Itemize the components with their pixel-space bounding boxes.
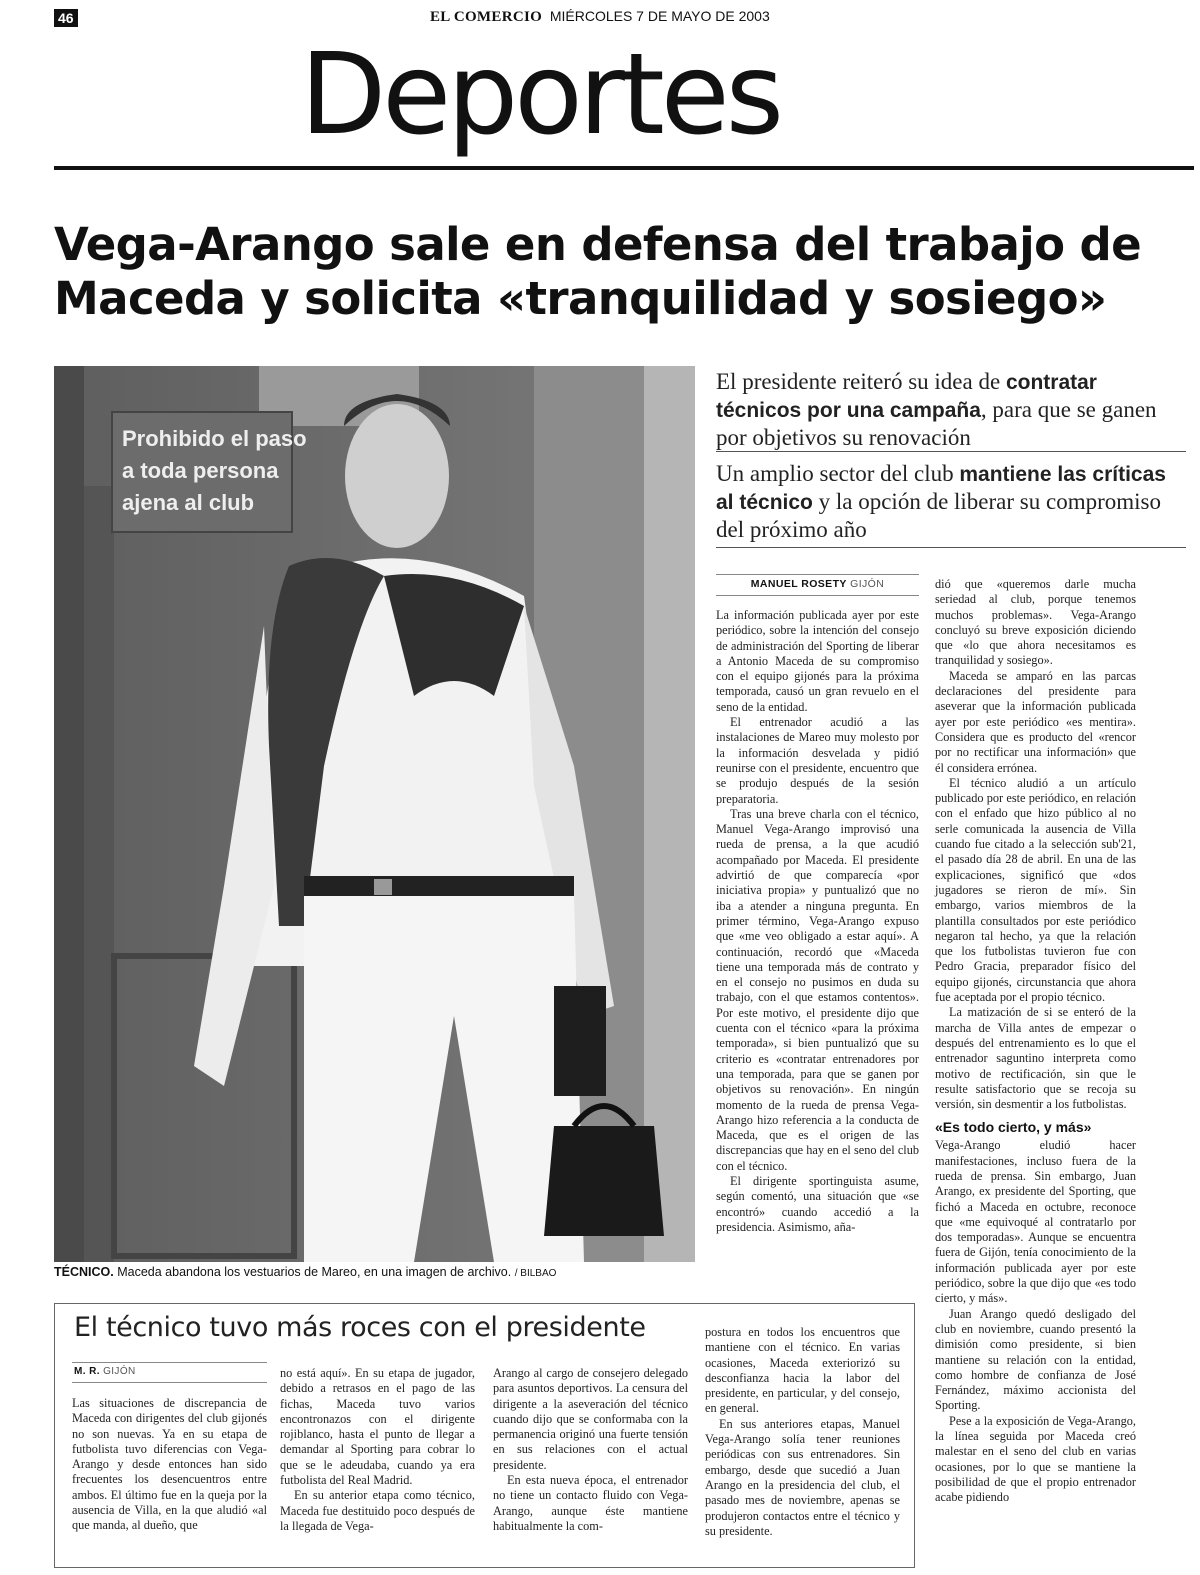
sign-text-line1: Prohibido el paso [122,426,307,451]
byline-rule-top [716,574,919,575]
sidebar-paragraph: postura en todos los encuentros que mantiene con el técnico. En varias ocasiones, Maceda exteriorizó su desconfianza hacia la labor del presidente, en particular, y del consejo, en general. [705,1325,900,1416]
article-paragraph: dió que «queremos darle mucha seriedad al club, porque tenemos muchos problemas». Vega-Arango concluyó su breve exposición diciendo que «lo que ahora necesitamos es tranquilidad y sosiego». [935,577,1136,668]
subheadline-1 [716,368,1186,451]
sidebar-byline-author: M. R. [74,1366,100,1377]
deck2-text-c: y la opción de liberar su compromiso del próximo año [716,489,1161,542]
newspaper-name: EL COMERCIO [430,9,543,25]
article-paragraph: Maceda se amparó en las parcas declaraciones del presidente para aseverar que la información publicada ayer por este periódico «es mentira». Considera que es producto del «rencor por no rectificar una información» que él considera errónea. [935,668,1136,775]
deck1-text-a: El presidente reiteró su idea de [716,369,1006,394]
article-paragraph: Vega-Arango eludió hacer manifestaciones, incluso fuera de la rueda de prensa. Sin embargo, Juan Arango, ex presidente del Sporting, que fichó a Maceda en octubre, reconoce que «me equivoqué al contratarlo por dos temporadas». Aunque se encuentra fuera de Gijón, tenía conocimiento de la información publicada ayer por este periódico, sobre la que dijo que «es todo cierto, y más». [935,1138,1136,1306]
deck1-text-c: , para que se ganen por objetivos su renovación [716,397,1157,450]
caption-label: TÉCNICO. [54,1265,114,1279]
sidebar-paragraph: En su anterior etapa como técnico, Maceda fue destituido poco después de la llegada de Vega- [280,1488,475,1533]
subheadline-2 [716,460,1186,543]
article-paragraph: Tras una breve charla con el técnico, Manuel Vega-Arango improvisó una rueda de prensa, a la que acudió acompañado por Maceda. El presidente advirtió de que comparecía «por iniciativa propia» y puntualizó que no iba a atender a ninguna pregunta. En primer término, Vega-Arango expuso que «me veo obligado a estar aquí». A continuación, recordó que «Maceda tiene una temporada más de contrato y en el consejo no pusimos en duda su trabajo, con el que estamos contentos». Por este motivo, el presidente dijo que cuenta con el técnico «para la próxima temporada», si bien puntualizó que su criterio es «contratar entrenadores por una temporada, para que se ganen por objetivos su renovación». En ningún momento de la rueda de prensa Vega-Arango hizo referencia a la conducta de Maceda, que es el origen de las discrepancias que hay en el seno del club con el técnico. [716,806,919,1173]
issue-date: MIÉRCOLES 7 DE MAYO DE 2003 [549,8,770,24]
caption-credit: / BILBAO [514,1268,557,1279]
article-paragraph: El dirigente sportinguista asume, según comentó, una situación que «se encontró» cuando accedió a la presidencia. Asimismo, aña- [716,1173,919,1234]
sidebar-column-1 [72,1396,267,1534]
sidebar-column-3 [493,1366,688,1534]
photo-illustration [54,366,695,1262]
deck1-text-bold: contratar técnicos por una campaña [716,371,1097,422]
sidebar-paragraph: En sus anteriores etapas, Manuel Vega-Arango solía tener reuniones periódicas con sus entrenadores. Sin embargo, desde que sucedió a Juan Arango en la presidencia del club, el pasado mes de noviembre, apenas se produjeron contactos entre el técnico y su presidente. [705,1416,900,1538]
sidebar-paragraph: Las situaciones de discrepancia de Maceda con dirigentes del club gijonés no son nuevas. Ya en su etapa de futbolista tuvo diferencias con Vega-Arango y desde entonces han sido frecuentes los desencuentros entre ambos. El último fue en la queja por la ausencia de Villa, en la que aludió «al que manda, al dueño, que [72,1396,267,1533]
article-column-1 [716,608,919,1235]
byline-author: MANUEL ROSETY [750,578,847,590]
photo-caption [54,1265,695,1279]
article-column-2 [935,577,1136,1506]
headline: Vega-Arango sale en defensa del trabajo de Maceda y solicita «tranquilidad y sosiego» [54,218,1142,325]
sign-text-line2: a toda persona [122,458,279,483]
byline-place: GIJÓN [850,578,885,590]
section-title: Deportes [300,30,780,160]
deck2-text-bold: mantiene las críticas al técnico [716,463,1166,514]
box-byline-rule-bottom [72,1382,267,1383]
sidebar-title: El técnico tuvo más roces con el presidente [74,1312,646,1343]
article-paragraph: El entrenador acudió a las instalaciones de Mareo muy molesto por la información desvelada y pidió reunirse con el presidente, encuentro que se produjo después de la sesión preparatoria. [716,715,919,806]
sidebar-paragraph: Arango al cargo de consejero delegado para asuntos deportivos. La censura del dirigente a la aseveración del técnico cuando dijo que se conformaba con la permanencia originó una fuerte tensión en sus relaciones con el actual presidente. [493,1366,688,1472]
article-paragraph: La matización de si se enteró de la marcha de Villa antes de empezar o después del entrenamiento es lo que el entrenador saguntino interpreta como motivo de rectificación, sin que le resulte satisfactorio que se recoja su versión, sin desmentir a los futbolistas. [935,1005,1136,1112]
article-paragraph: Juan Arango quedó desligado del club en noviembre, cuando presentó la dimisión como presidente, si bien mantiene su relación con la entidad, como hombre de confianza de José Fernández, máximo accionista del Sporting. [935,1306,1136,1413]
article-paragraph: La información publicada ayer por este periódico, sobre la intención del consejo de administración del Sporting de liberar a Antonio Maceda de su compromiso con el equipo gijonés para la próxima temporada, causó un gran revuelo en el seno de la entidad. [716,608,919,714]
sidebar-paragraph: no está aquí». En su etapa de jugador, debido a retrasos en el pago de las fichas, Maceda tuvo varios encontronazos con el dirigente rojiblanco, hasta el punto de llegar a demandar al Sporting para cobrar lo que se le adeudaba, cuando ya era futbolista del Real Madrid. [280,1366,475,1488]
article-photo [54,366,695,1262]
sidebar-byline-place: GIJÓN [103,1366,136,1377]
byline [716,578,919,590]
deck-rule-1 [716,451,1186,452]
sidebar-paragraph: En esta nueva época, el entrenador no tiene un contacto fluido con Vega-Arango, aunque éste mantiene habitualmente la com- [493,1473,688,1533]
deck-rule-2 [716,547,1186,548]
page-number: 46 [54,9,78,27]
sidebar-column-4 [705,1325,900,1539]
deck2-text-a: Un amplio sector del club [716,461,960,486]
article-subhead: «Es todo cierto, y más» [935,1119,1092,1136]
caption-text: Maceda abandona los vestuarios de Mareo, en una imagen de archivo. [117,1265,512,1279]
sign-text-line3: ajena al club [122,490,255,515]
sidebar-byline [74,1366,136,1377]
section-rule [54,166,1194,170]
sidebar-column-2 [280,1366,475,1534]
box-byline-rule-top [72,1362,267,1363]
article-paragraph: Pese a la exposición de Vega-Arango, la línea seguida por Maceda creó malestar en el seno del club en varias ocasiones, por lo que se mantiene la posibilidad de que el propio entrenador acabe pidiendo [935,1413,1136,1505]
article-paragraph: El técnico aludió a un artículo publicado por este periódico, en relación con el enfado que hizo público al no serle comunicada la ausencia de Villa cuando fue citado a la selección sub'21, el pasado día 28 de abril. En una de las explicaciones, significó que «dos jugadores se rieron de mí». Sin embargo, varios miembros de la plantilla consultados por este periódico negaron tal hecho, ya que la relación que los futbolistas tuvieron fue con Pedro Gracia, preparador físico del equipo gijonés, circunstancia que ahora fue aceptada por el propio técnico. [935,775,1136,1005]
byline-rule-bottom [716,595,919,596]
